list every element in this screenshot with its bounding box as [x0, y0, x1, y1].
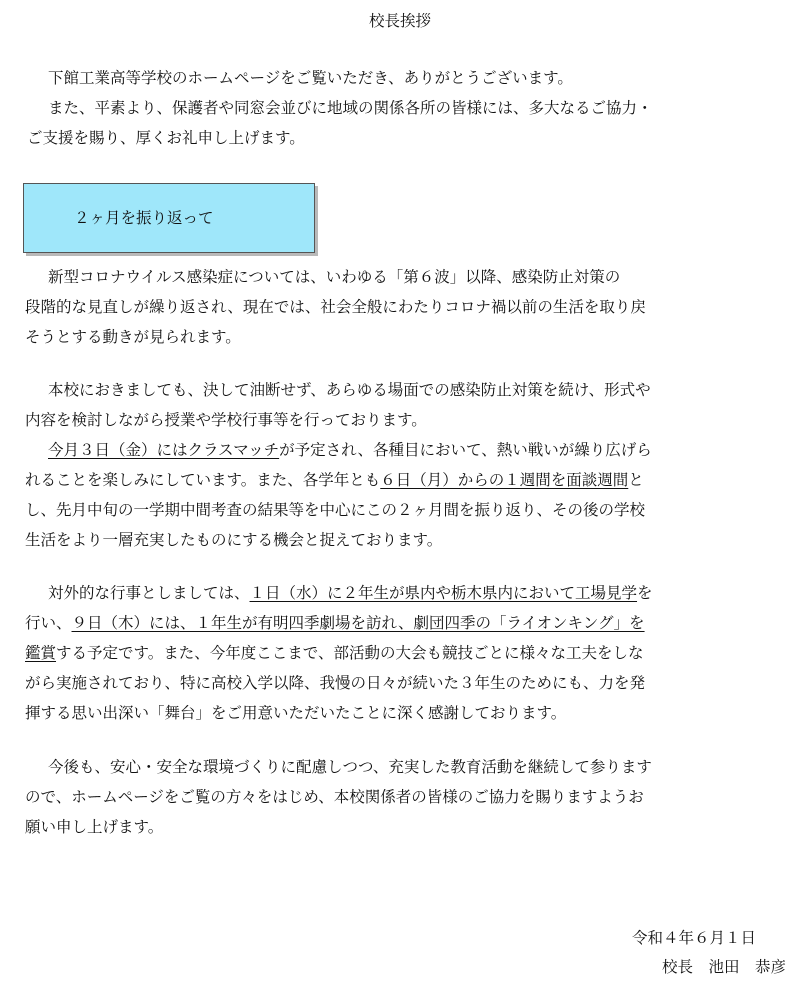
text-span: れることを楽しみにしています。また、各学年とも [25, 471, 381, 489]
text-line [25, 642, 643, 664]
text-line: 生活をより一層充実したものにする機会と捉えております。 [25, 531, 443, 549]
text-line: 願い申し上げます。 [25, 818, 164, 836]
date: 令和４年６月１日 [631, 929, 756, 947]
intro-line: また、平素より、保護者や同窓会並びに地域の関係各所の皆様には、多大なるご協力・ [48, 99, 653, 117]
section-heading-box [23, 183, 315, 253]
text-span: が予定され、各種目において、熱い戦いが繰り広げら [279, 441, 652, 459]
signature: 校長 池田 恭彦 [661, 958, 786, 976]
text-span: 行い、 [25, 614, 72, 632]
text-line [48, 439, 652, 461]
intro-line: ご支援を賜り、厚くお礼申し上げます。 [27, 129, 305, 147]
text-span: を [637, 584, 653, 602]
page-title: 校長挨拶 [368, 12, 431, 30]
section-heading: ２ヶ月を振り返って [74, 209, 214, 227]
text-span: と [628, 471, 644, 489]
text-line: 段階的な見直しが繰り返され、現在では、社会全般にわたりコロナ禍以前の生活を取り戻 [25, 298, 646, 316]
text-line [25, 612, 645, 634]
text-line: がら実施されており、特に高校入学以降、我慢の日々が続いた３年生のためにも、力を発 [25, 674, 646, 692]
text-line [48, 582, 653, 604]
text-line: 本校におきましても、決して油断せず、あらゆる場面での感染防止対策を続け、形式や [48, 381, 651, 399]
underlined-text: 鑑賞 [25, 644, 57, 662]
text-line: ので、ホームページをご覧の方々をはじめ、本校関係者の皆様のご協力を賜りますようお [25, 788, 644, 806]
intro-line: 下館工業高等学校のホームページをご覧いただき、ありがとうございます。 [48, 69, 573, 87]
text-span: 対外的な行事としましては、 [48, 584, 250, 602]
text-line: 内容を検討しながら授業や学校行事等を行っております。 [25, 411, 427, 429]
text-span: する予定です。また、今年度ここまで、部活動の大会も競技ごとに様々な工夫をしな [56, 644, 644, 662]
text-line: 揮する思い出深い「舞台」をご用意いただいたことに深く感謝しております。 [25, 704, 567, 722]
underlined-text: １日（水）に２年生が県内や栃木県内において工場見学 [249, 584, 638, 602]
underlined-text: ９日（木）には、１年生が有明四季劇場を訪れ、劇団四季の「ライオンキング」を [71, 614, 645, 632]
underlined-text: 今月３日（金）にはクラスマッチ [48, 441, 280, 459]
text-line [25, 469, 644, 491]
text-line: し、先月中旬の一学期中間考査の結果等を中心にこの２ヶ月間を振り返り、その後の学校 [25, 501, 646, 519]
underlined-text: ６日（月）からの１週間を面談週間 [380, 471, 629, 489]
text-line: 今後も、安心・安全な環境づくりに配慮しつつ、充実した教育活動を継続して参ります [48, 758, 652, 776]
text-line: そうとする動きが見られます。 [25, 328, 241, 346]
text-line: 新型コロナウイルス感染症については、いわゆる「第６波」以降、感染防止対策の [48, 268, 621, 286]
